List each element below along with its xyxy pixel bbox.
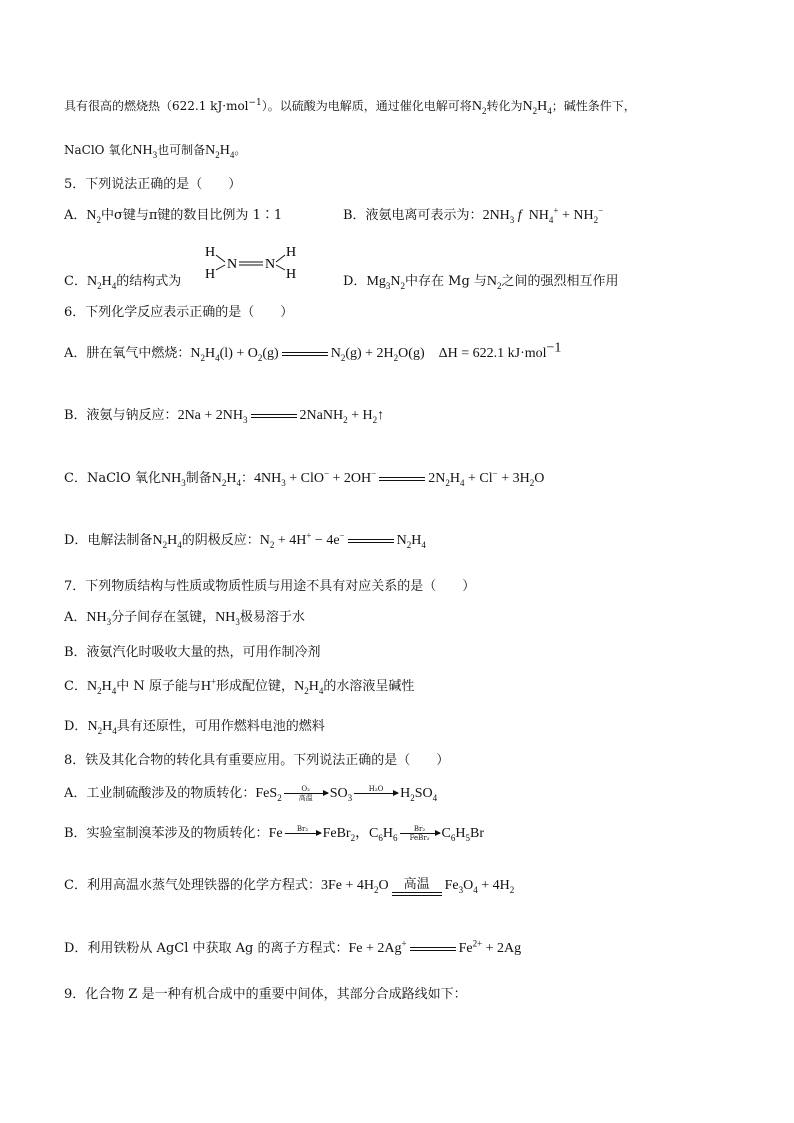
svg-text:N: N <box>227 257 238 272</box>
q6-stem: 6．下列化学反应表示正确的是（ ） <box>64 305 294 320</box>
svg-text:H: H <box>205 245 216 260</box>
q6-option-b[interactable]: B．液氨与钠反应：$2Na + 2NH_3$ 2NaNH$_2$ + $H_2↑$ <box>64 408 385 425</box>
svg-text:H: H <box>286 267 297 282</box>
q5-option-b[interactable]: B．液氨电离可表示为：$2NH_3$ f $NH_4^+ + NH_2^-$ <box>343 205 604 225</box>
q7-option-b[interactable]: B．液氨汽化时吸收大量的热，可用作制冷剂 <box>64 645 321 660</box>
q5-option-c[interactable]: C．$N_2H_4$的结构式为 <box>64 274 182 291</box>
q6-option-a[interactable]: A．肼在氧气中燃烧：$N_2H_4(l) + O_2(g)$ $N_2(g) + 2H_2O(g)$ ΔH = 622.1 kJ·mol$^{-1}$ <box>64 340 562 363</box>
q5-option-d[interactable]: D．$Mg_3N_2$中存在 Mg 与$N_2$之间的强烈相互作用 <box>343 274 619 291</box>
q7-option-a[interactable]: A．$NH_3$分子间存在氢键，$NH_3$极易溶于水 <box>64 610 305 627</box>
n2h4-structure-diagram <box>203 240 303 282</box>
q5-option-a[interactable]: A．$N_2$中σ键与π键的数目比例为 1∶1 <box>64 208 283 225</box>
q8-option-d[interactable]: D．利用铁粉从 AgCl 中获取 Ag 的离子方程式：Fe + 2Ag+ $Fe^{2+} + 2Ag$ <box>64 938 522 956</box>
svg-text:H: H <box>286 245 297 260</box>
q6-option-d[interactable]: D．电解法制备$N_2H_4$的阴极反应：$N_2 + 4H^+ - 4e^-$ $N_2H_4$ <box>64 530 426 550</box>
q8-option-b[interactable]: B．实验室制溴苯涉及的物质转化：Fe Br₂ FeBr$_2$，$C_6H_6$ Br₂ FeBr₃ $C_6H_5Br$ <box>64 825 484 843</box>
q8-option-c[interactable]: C．利用高温水蒸气处理铁器的化学方程式：$3Fe + 4H_2O$ 高温 $Fe_3O_4 + 4H_2$ <box>64 877 515 895</box>
q8-option-a[interactable]: A．工业制硫酸涉及的物质转化：FeS$_2$ O₂ 高温 $SO_3$ H₂O $H_2SO_4$ <box>64 785 438 803</box>
intro-line-2: NaClO 氧化$NH_3$也可制备$N_2H_4$。 <box>64 143 247 160</box>
q7-stem: 7．下列物质结构与性质或物质性质与用途不具有对应关系的是（ ） <box>64 579 476 594</box>
svg-text:N: N <box>265 257 276 272</box>
q7-option-d[interactable]: D．$N_2H_4$具有还原性，可用作燃料电池的燃料 <box>64 719 325 736</box>
q9-stem: 9．化合物 Z 是一种有机合成中的重要中间体，其部分合成路线如下： <box>64 987 467 1002</box>
q8-stem: 8．铁及其化合物的转化具有重要应用。下列说法正确的是（ ） <box>64 753 450 768</box>
intro-line-1: 具有很高的燃烧热（622.1 kJ·mol$^{-1}$）。以硫酸为电解质，通过催化电解可将$N_2$转化为$N_2H_4$；碱性条件下， <box>64 98 636 116</box>
q6-option-c[interactable]: C．NaClO 氧化$NH_3$制备$N_2H_4$：$4NH_3 + ClO^- + 2OH^-$ $2N_2H_4 + Cl^- + 3H_2O$ <box>64 468 545 488</box>
svg-text:H: H <box>205 267 216 282</box>
q5-stem: 5．下列说法正确的是（ ） <box>64 177 242 192</box>
q7-option-c[interactable]: C．$N_2H_4$中 N 原子能与H+形成配位键，$N_2H_4$的水溶液呈碱性 <box>64 676 415 696</box>
